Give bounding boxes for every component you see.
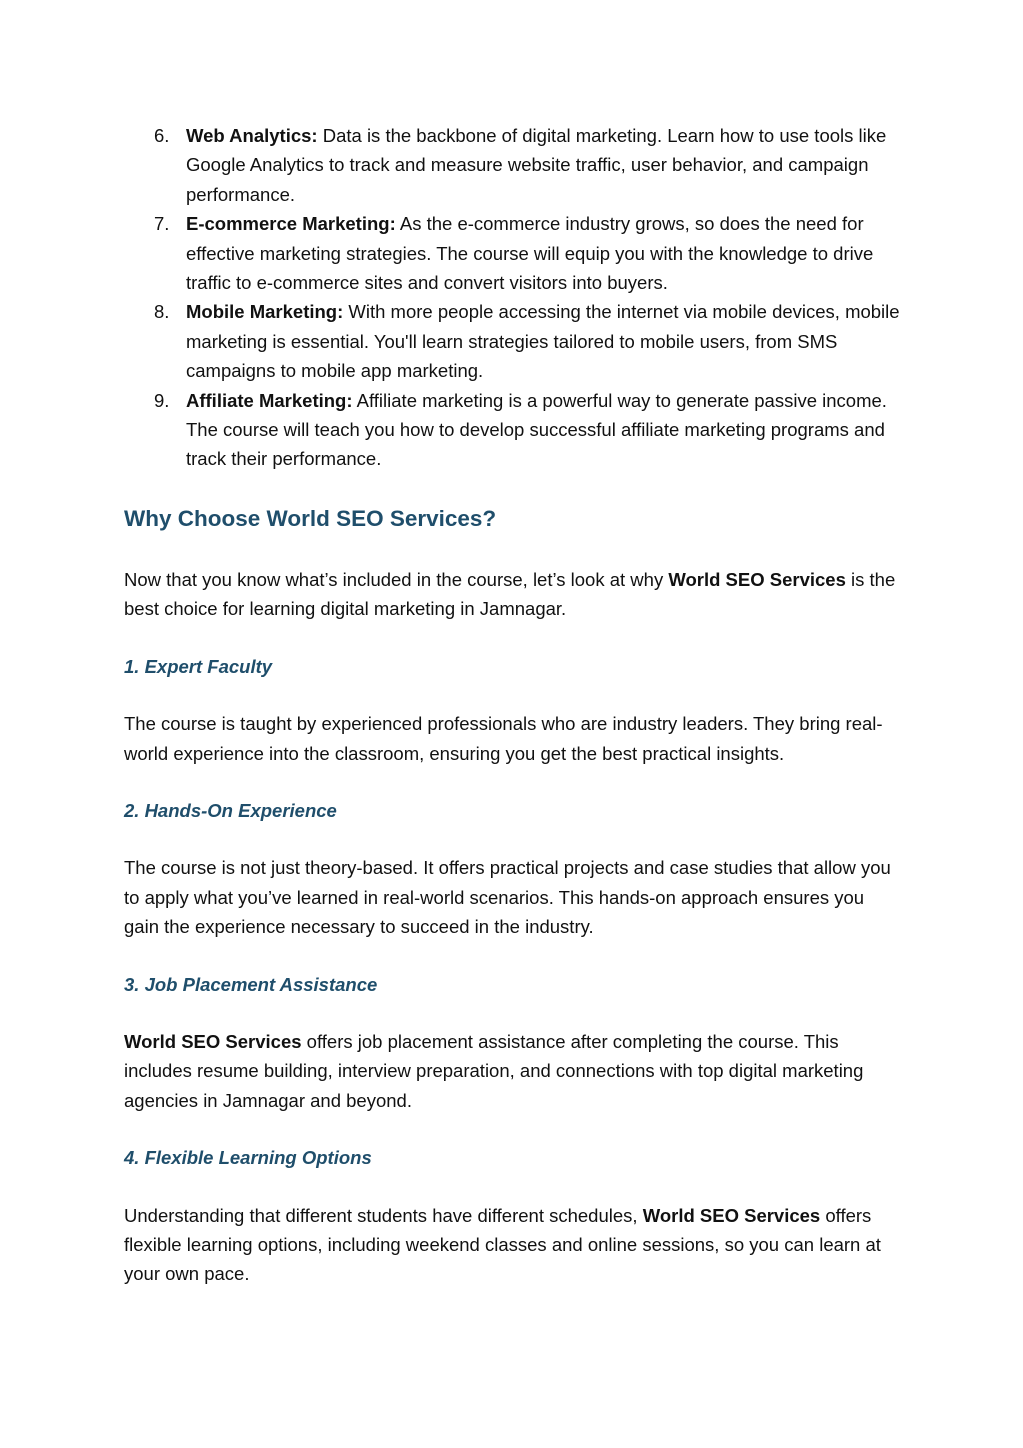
list-number: 9. [154, 389, 170, 411]
list-text: Data is the backbone of digital marketing. Learn how to use tools like Google Analytics to track and measure website traffic, user behavior, and campaign performance. [186, 125, 887, 205]
list-text: As the e-commerce industry grows, so does the need for effective marketing strategies. The course will equip you with the knowledge to drive traffic to e-commerce sites and convert visitors into buyers. [186, 213, 874, 294]
subsection-paragraph [124, 1027, 904, 1115]
list-item [124, 297, 904, 385]
list-term: Affiliate Marketing: [186, 389, 353, 411]
subsection-paragraph [124, 709, 904, 768]
intro-paragraph [124, 565, 904, 624]
intro-text: Now that you know what’s included in the course, let’s look at why [124, 568, 669, 590]
list-number: 7. [154, 213, 170, 235]
paragraph-text: The course is not just theory-based. It offers practical projects and case studies that allow you to apply what you’ve learned in real-world scenarios. This hands-on approach ensures you gain the experience necessary to succeed in the industry. [124, 857, 891, 938]
list-text: With more people accessing the internet via mobile devices, mobile marketing is essential. You'll learn strategies tailored to mobile users, from SMS campaigns to mobile app marketing. [186, 301, 900, 382]
numbered-list [124, 121, 904, 474]
intro-text: is the best choice for learning digital marketing in Jamnagar. [124, 568, 896, 620]
brand-name: World SEO Services [668, 568, 846, 590]
section-heading: Why Choose World SEO Services? [124, 505, 497, 531]
paragraph-text: offers job placement assistance after completing the course. This includes resume building, interview preparation, and connections with top digital marketing agencies in Jamnagar and beyond. [124, 1030, 864, 1111]
list-item [124, 209, 904, 297]
brand-name: World SEO Services [642, 1204, 821, 1226]
list-term: E-commerce Marketing: [186, 213, 396, 235]
list-item [124, 386, 904, 474]
brand-name: World SEO Services [124, 1030, 302, 1052]
subsection-paragraph [124, 1201, 904, 1289]
paragraph-text: Understanding that different students have different schedules, [124, 1204, 643, 1226]
subsection-paragraph [124, 853, 904, 941]
subsection-heading: 3. Job Placement Assistance [124, 973, 378, 995]
subsection-heading: 1. Expert Faculty [124, 655, 273, 677]
document-page [124, 121, 904, 1289]
list-term: Mobile Marketing: [186, 301, 344, 323]
paragraph-text: The course is taught by experienced professionals who are industry leaders. They bring real-world experience into the classroom, ensuring you get the best practical insights. [124, 713, 883, 764]
list-number: 8. [154, 301, 170, 323]
list-number: 6. [154, 125, 170, 146]
list-text: Affiliate marketing is a powerful way to generate passive income. The course will teach you how to develop successful affiliate marketing programs and track their performance. [186, 389, 887, 470]
subsection-heading: 2. Hands-On Experience [124, 799, 337, 821]
list-term: Web Analytics: [186, 125, 318, 146]
subsection-heading: 4. Flexible Learning Options [124, 1147, 372, 1169]
list-item [124, 121, 904, 209]
paragraph-text: offers flexible learning options, including weekend classes and online sessions, so you can learn at your own pace. [124, 1204, 881, 1285]
